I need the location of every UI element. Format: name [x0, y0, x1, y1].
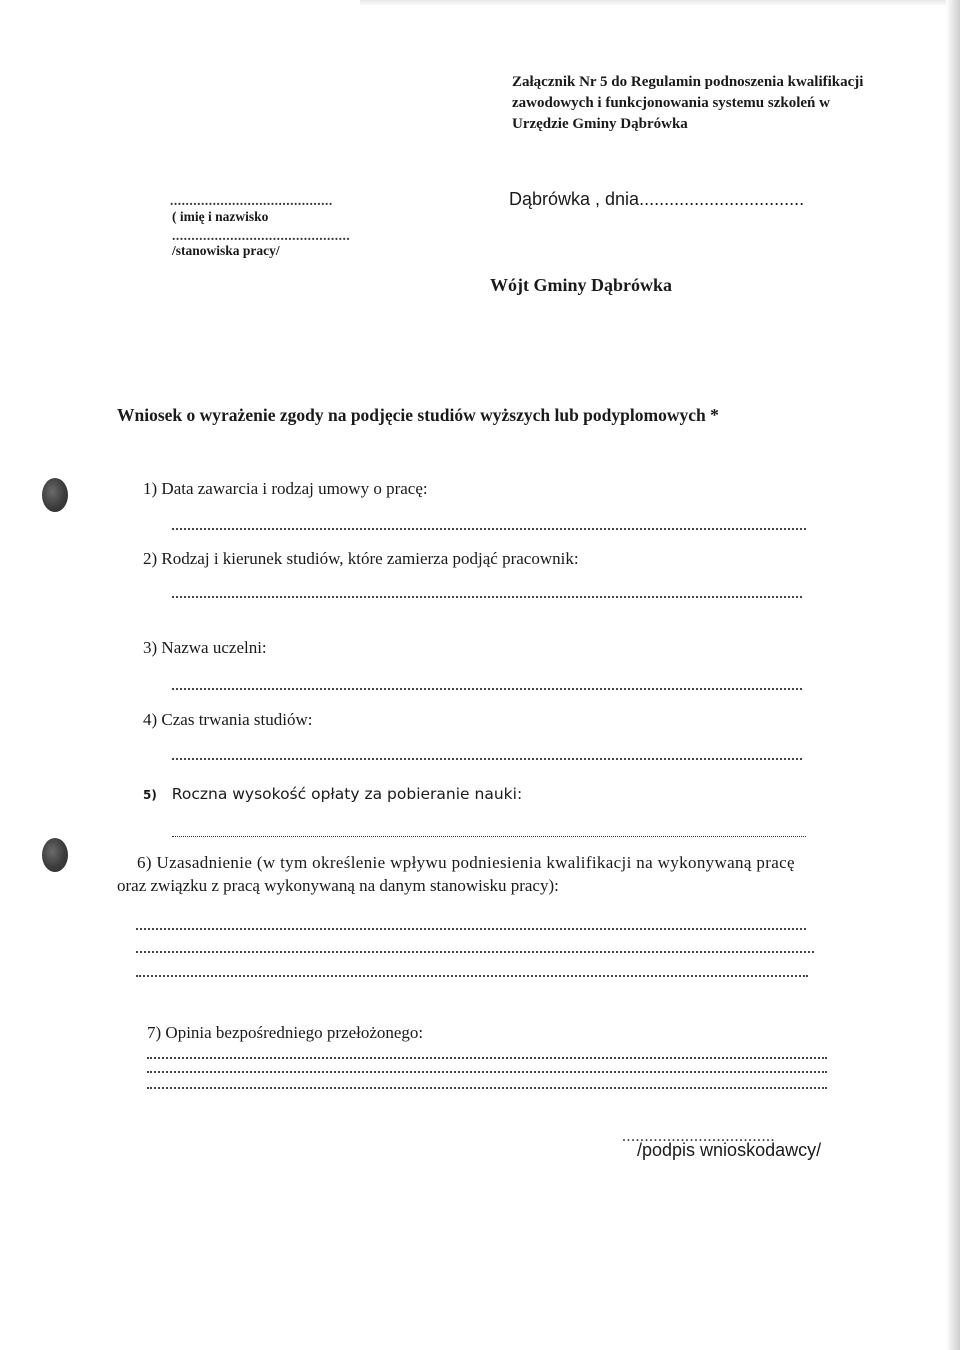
answer-line-7b[interactable] [147, 1071, 827, 1073]
form-title: Wniosek o wyrażenie zgody na podjęcie studiów wyższych lub podyplomowych * [117, 405, 719, 425]
answer-line-7c[interactable] [147, 1087, 827, 1089]
attachment-note-line3: Urzędzie Gminy Dąbrówka [512, 116, 688, 132]
scan-top-shadow [360, 0, 960, 6]
attachment-note-line1: Załącznik Nr 5 do Regulamin podnoszenia kwalifikacji [512, 74, 864, 90]
punch-hole-bottom [42, 838, 68, 872]
attachment-note-line2: zawodowych i funkcjonowania systemu szkoleń w [512, 95, 830, 111]
answer-line-3[interactable] [172, 688, 802, 690]
question-3: 3) Nazwa uczelni: [143, 638, 267, 657]
addressee: Wójt Gminy Dąbrówka [490, 275, 673, 295]
answer-line-5[interactable] [172, 836, 806, 837]
question-7: 7) Opinia bezpośredniego przełożonego: [147, 1023, 424, 1042]
answer-line-7a[interactable] [147, 1057, 827, 1059]
position-label: /stanowiska pracy/ [172, 243, 280, 258]
question-5 [143, 785, 522, 803]
answer-line-1[interactable] [172, 528, 806, 530]
question-4: 4) Czas trwania studiów: [143, 710, 313, 729]
name-dots: .......................................... [170, 193, 333, 208]
answer-line-2[interactable] [172, 596, 802, 598]
question-2: 2) Rodzaj i kierunek studiów, które zamierza podjąć pracownik: [143, 549, 579, 568]
answer-line-6a[interactable] [136, 928, 806, 930]
answer-line-6c[interactable] [136, 975, 808, 977]
question-5-text: Roczna wysokość opłaty za pobieranie nauki: [171, 785, 523, 803]
answer-line-4[interactable] [172, 758, 802, 760]
scan-edge-shadow [946, 0, 960, 1350]
signature-dots: .................................. [622, 1128, 775, 1145]
signature-label: /podpis wnioskodawcy/ [637, 1140, 822, 1160]
question-6-line1: 6) Uzasadnienie (w tym określenie wpływu podniesienia kwalifikacji na wykonywaną pracę [137, 853, 795, 872]
question-6-line2: oraz związku z pracą wykonywaną na danym stanowisku pracy): [117, 876, 559, 895]
name-label: ( imię i nazwisko [172, 209, 269, 224]
position-dots: .............................................. [172, 228, 351, 243]
punch-hole-top [42, 478, 68, 512]
place-date: Dąbrówka , dnia................................. [509, 189, 805, 209]
question-5-number: 5) [143, 788, 157, 802]
attachment-note [512, 72, 863, 135]
answer-line-6b[interactable] [136, 951, 814, 953]
question-1: 1) Data zawarcia i rodzaj umowy o pracę: [143, 479, 428, 498]
